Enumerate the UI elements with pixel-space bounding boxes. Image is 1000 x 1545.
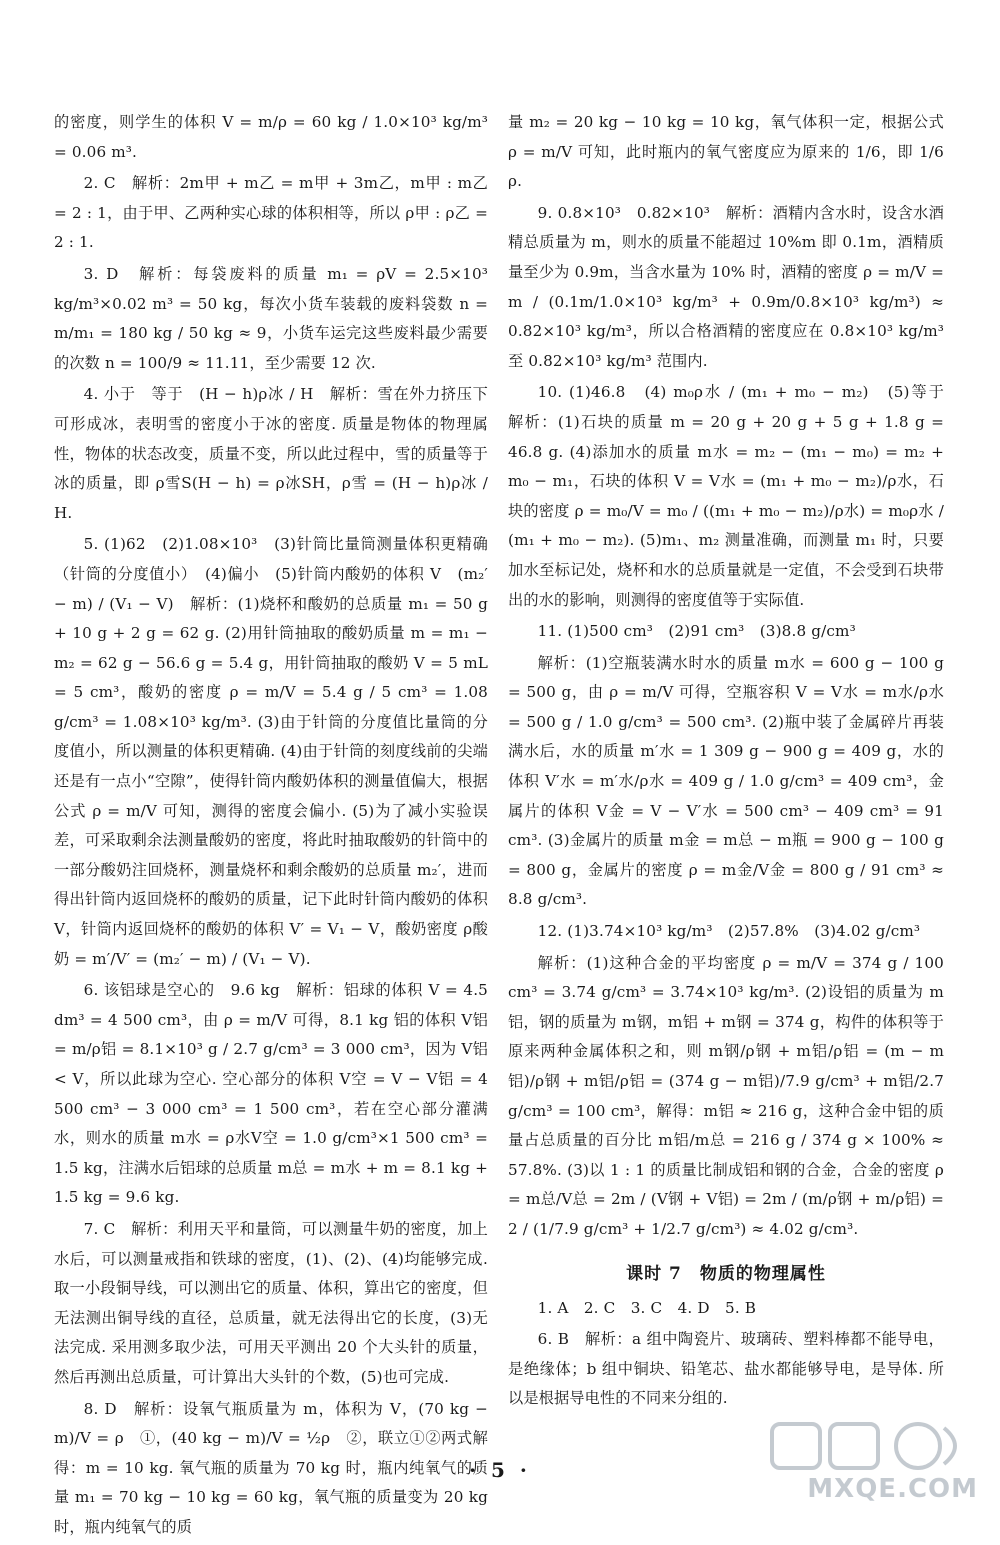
section-item-0: 1. A 2. C 3. C 4. D 5. B: [537, 1298, 757, 1317]
left-paragraph-3: 4. 小于 等于 (H − h)ρ冰 / H 解析：雪在外力挤压下可形成冰，表明雪的密度小于冰的密度. 质量是物体的物理属性，物体的状态改变，质量不变，所以此过程中，雪的质量等于冰的质量，即 ρ雪S(H − h) = ρ冰SH，ρ雪 = (H − h)ρ冰 / H.: [54, 385, 488, 522]
right-paragraph-3: 11. (1)500 cm³ (2)91 cm³ (3)8.8 g/cm³: [537, 622, 856, 641]
right-paragraph-0: 量 m₂ = 20 kg − 10 kg = 10 kg，氧气体积一定，根据公式 ρ = m/V 可知，此时瓶内的氧气密度应为原来的 1/6，即 1/6 ρ.: [508, 113, 944, 191]
left-paragraph-1: 2. C 解析：2m甲 + m乙 = m甲 + 3m乙，m甲 : m乙 = 2 : 1，由于甲、乙两种实心球的体积相等，所以 ρ甲 : ρ乙 = 2 : 1.: [54, 174, 488, 252]
page-number: · 5 ·: [469, 1458, 531, 1482]
section-title: 课时 7 物质的物理属性: [626, 1263, 826, 1284]
watermark: [768, 1418, 978, 1508]
right-paragraph-4: 解析：(1)空瓶装满水时水的质量 m水 = 600 g − 100 g = 500 g，由 ρ = m/V 可得，空瓶容积 V = V水 = m水/ρ水 = 500 g / 1.0 g/cm³ = 500 cm³. (2)瓶中装了金属碎片再装满水后，水的质量 m′水 = 1 309 g − 900 g = 409 g，水的体积 V′水 = m′水/ρ水 = 409 g / 1.0 g/cm³ = 409 cm³，金属片的体积 V金 = V − V′水 = 500 cm³ − 409 cm³ = 91 cm³. (3)金属片的质量 m金 = m总 − m瓶 = 900 g − 100 g = 800 g，金属片的密度 ρ = m金/V金 = 800 g / 91 cm³ ≈ 8.8 g/cm³.: [508, 653, 944, 909]
section-item-1: 6. B 解析：a 组中陶瓷片、玻璃砖、塑料棒都不能导电，是绝缘体；b 组中铜块、铅笔芯、盐水都能够导电，是导体. 所以是根据导电性的不同来分组的.: [508, 1330, 944, 1408]
watermark-site-text: MXQE.COM: [807, 1474, 978, 1504]
right-paragraph-1: 9. 0.8×10³ 0.82×10³ 解析：酒精内含水时，设含水酒精总质量为 m，则水的质量不能超过 10%m 即 0.1m，酒精质量至少为 0.9m，当含水量为 10% 时，酒精的密度 ρ = m/V = m / (0.1m/1.0×10³ kg/m³ + 0.9m/0.8×10³ kg/m³) ≈ 0.82×10³ kg/m³，所以合格酒精的密度应在 0.8×10³ kg/m³ 至 0.82×10³ kg/m³ 范围内.: [508, 203, 944, 370]
left-column: [54, 108, 488, 1545]
right-paragraph-2: 10. (1)46.8 (4) m₀ρ水 / (m₁ + m₀ − m₂) (5)等于 解析：(1)石块的质量 m = 20 g + 20 g + 5 g + 1.8 g = 46.8 g. (4)添加水的质量 m水 = m₂ − (m₁ − m₀) = m₂ + m₀ − m₁，石块的体积 V = V水 = (m₁ + m₀ − m₂)/ρ水，石块的密度 ρ = m₀/V = m₀ / ((m₁ + m₀ − m₂)/ρ水) = m₀ρ水 / (m₁ + m₀ − m₂). (5)m₁、m₂ 测量准确，而测量 m₁ 时，只要加水至标记处，烧杯和水的总质量就是一定值，不会受到石块带出的水的影响，则测得的密度值等于实际值.: [508, 383, 960, 609]
left-paragraph-4: 5. (1)62 (2)1.08×10³ (3)针筒比量筒测量体积更精确（针筒的分度值小） (4)偏小 (5)针筒内酸奶的体积 V (m₂′ − m) / (V₁ − V) 解析：(1)烧杯和酸奶的总质量 m₁ = 50 g + 10 g + 2 g = 62 g. (2)用针筒抽取的酸奶质量 m = m₁ − m₂ = 62 g − 56.6 g = 5.4 g，用针筒抽取的酸奶 V = 5 mL = 5 cm³，酸奶的密度 ρ = m/V = 5.4 g / 5 cm³ = 1.08 g/cm³ = 1.08×10³ kg/m³. (3)由于针筒的分度值比量筒的分度值小，所以测量的体积更精确. (4)由于针筒的刻度线前的尖端还是有一点小“空隙”，使得针筒内酸奶体积的测量值偏大，根据公式 ρ = m/V 可知，测得的密度会偏小. (5)为了减小实验误差，可采取剩余法测量酸奶的密度，将此时抽取酸奶的针筒中的一部分酸奶注回烧杯，测量烧杯和剩余酸奶的总质量 m₂′，进而得出针筒内返回烧杯的酸奶的质量，记下此时针筒内酸奶的体积 V，针筒内返回烧杯的酸奶的体积 V′ = V₁ − V，酸奶密度 ρ酸奶 = m′/V′ = (m₂′ − m) / (V₁ − V).: [54, 535, 488, 968]
left-paragraph-2: 3. D 解析：每袋废料的质量 m₁ = ρV = 2.5×10³ kg/m³×0.02 m³ = 50 kg，每次小货车装载的废料袋数 n = m/m₁ = 180 kg / 50 kg ≈ 9，小货车运完这些废料最少需要的次数 n = 100/9 ≈ 11.11，至少需要 12 次.: [54, 264, 488, 372]
left-paragraph-6: 7. C 解析：利用天平和量筒，可以测量牛奶的密度，加上水后，可以测量戒指和铁球的密度，(1)、(2)、(4)均能够完成. 取一小段铜导线，可以测出它的质量、体积，算出它的密度，但无法测出铜导线的直径，总质量，就无法得出它的长度，(3)无法完成. 采用测多取少法，可用天平测出 20 个大头针的质量，然后再测出总质量，可计算出大头针的个数，(5)也可完成.: [54, 1219, 488, 1386]
left-paragraph-0: 的密度，则学生的体积 V = m/ρ = 60 kg / 1.0×10³ kg/m³ = 0.06 m³.: [54, 113, 488, 161]
right-paragraph-5: 12. (1)3.74×10³ kg/m³ (2)57.8% (3)4.02 g/cm³: [537, 922, 921, 941]
watermark-logo-icon: [768, 1418, 978, 1474]
right-paragraph-6: 解析：(1)这种合金的平均密度 ρ = m/V = 374 g / 100 cm³ = 3.74 g/cm³ = 3.74×10³ kg/m³. (2)设铝的质量为 m铝，钢的质量为 m钢，m铝 + m钢 = 374 g，构件的体积等于原来两种金属体积之和，则 m钢/ρ钢 + m铝/ρ铝 = (m − m铝)/ρ钢 + m铝/ρ铝 = (374 g − m铝)/7.9 g/cm³ + m铝/2.7 g/cm³ = 100 cm³，解得：m铝 ≈ 216 g，这种合金中铝的质量占总质量的百分比 m铝/m总 = 216 g / 374 g × 100% ≈ 57.8%. (3)以 1 : 1 的质量比制成铝和钢的合金，合金的密度 ρ = m总/V总 = 2m / (V钢 + V铝) = 2m / (m/ρ钢 + m/ρ铝) = 2 / (1/7.9 g/cm³ + 1/2.7 g/cm³) ≈ 4.02 g/cm³.: [508, 953, 944, 1238]
left-paragraph-5: 6. 该铝球是空心的 9.6 kg 解析：铝球的体积 V = 4.5 dm³ = 4 500 cm³，由 ρ = m/V 可得，8.1 kg 铝的体积 V铝 = m/ρ铝 = 8.1×10³ g / 2.7 g/cm³ = 3 000 cm³，因为 V铝 < V，所以此球为空心. 空心部分的体积 V空 = V − V铝 = 4 500 cm³ − 3 000 cm³ = 1 500 cm³，若在空心部分灌满水，则水的质量 m水 = ρ水V空 = 1.0 g/cm³×1 500 cm³ = 1.5 kg，注满水后铝球的总质量 m总 = m水 + m = 8.1 kg + 1.5 kg = 9.6 kg.: [54, 981, 488, 1207]
right-column: [508, 108, 960, 1416]
left-paragraph-7: 8. D 解析：设氧气瓶质量为 m，体积为 V，(70 kg − m)/V = ρ ①，(40 kg − m)/V = ½ρ ②，联立①②两式解得：m = 10 kg. 氧气瓶的质量为 70 kg 时，瓶内纯氧气的质量 m₁ = 70 kg − 10 kg = 60 kg，氧气瓶的质量变为 20 kg 时，瓶内纯氧气的质: [54, 1399, 488, 1536]
